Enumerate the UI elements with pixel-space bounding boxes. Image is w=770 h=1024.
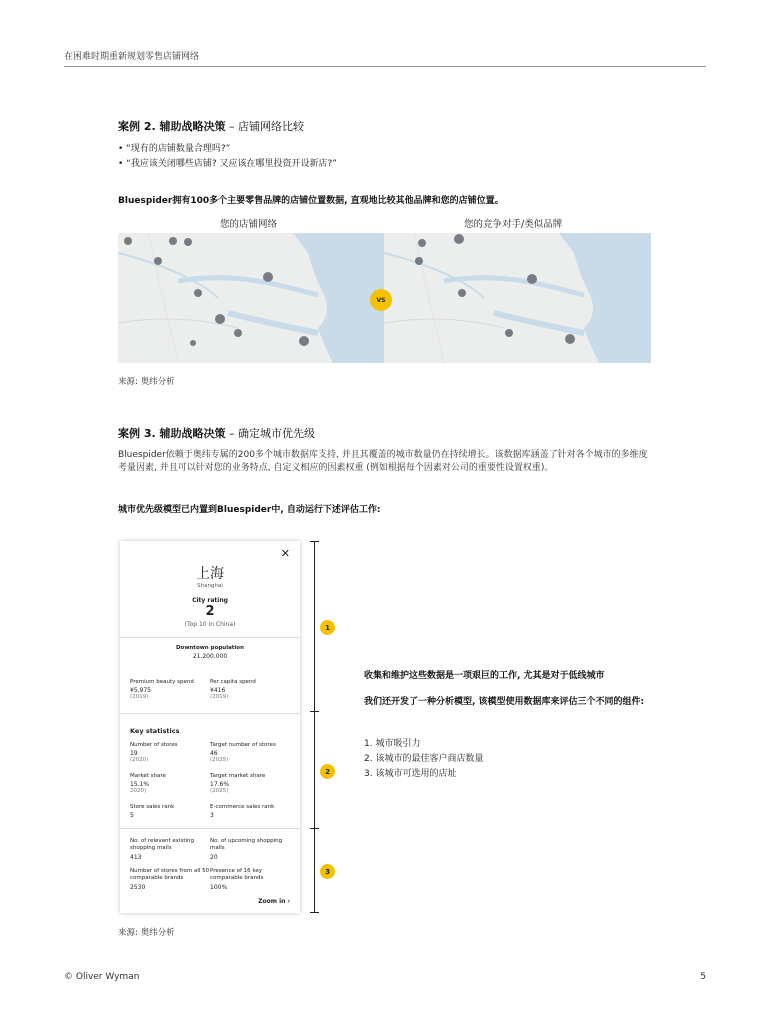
step-badge-2: 2 — [320, 764, 335, 779]
stat-number-of-stores: Number of stores 19 (2020) — [130, 742, 178, 763]
case3-source: 来源: 奥纬分析 — [118, 928, 175, 938]
step-badge-1: 1 — [320, 620, 335, 635]
step-badge-3: 3 — [320, 864, 335, 879]
competitor-network-map — [384, 233, 651, 363]
case2-bullets — [118, 142, 337, 172]
right-heading-2: 我们还开发了一种分析模型, 该模型使用数据库来评估三个不同的组件: — [364, 697, 645, 707]
list-item: 3. 该城市可选用的店址 — [364, 769, 457, 779]
stat-store-sales-rank: Store sales rank 5 — [130, 804, 175, 819]
stat-existing-malls: No. of relevant existing shopping malls 413 — [130, 838, 194, 861]
case2-source: 来源: 奥纬分析 — [118, 377, 175, 387]
stat-comparable-brand-stores: Number of stores from all 50 comparable brands 2530 — [130, 868, 210, 891]
list-item: 1. 城市吸引力 — [364, 739, 421, 749]
stat-target-market-share: Target market share 17.6% (2025) — [210, 773, 266, 794]
bracket-tick — [310, 828, 319, 829]
map-left-label: 您的店铺网络 — [220, 219, 278, 230]
panel-divider — [120, 637, 300, 638]
city-rating-note: (Top 10 in China) — [184, 621, 236, 628]
case2-title-rest: – 店铺网络比较 — [225, 120, 304, 133]
case2-title — [118, 118, 304, 134]
header-rule — [64, 66, 706, 67]
page-number: 5 — [700, 972, 706, 982]
footer-copyright: © Oliver Wyman — [64, 972, 140, 982]
city-name-en: Shanghai — [197, 583, 223, 589]
panel-divider — [120, 828, 300, 829]
population-value: 21,200,000 — [192, 653, 228, 660]
case3-title-rest: – 确定城市优先级 — [225, 427, 315, 440]
population-label: Downtown population — [175, 645, 245, 651]
bullet-item: • “现有的店铺数量合理吗?” — [118, 144, 231, 154]
city-rating-value: 2 — [205, 604, 215, 619]
stat-target-stores: Target number of stores 46 (2025) — [210, 742, 276, 763]
case2-bold-line: Bluespider拥有100多个主要零售品牌的店铺位置数据, 直观地比较其他品牌和您的店铺位置。 — [118, 196, 504, 206]
stat-ecommerce-rank: E-commerce sales rank 3 — [210, 804, 275, 819]
case3-title — [118, 425, 315, 441]
component-list — [364, 737, 483, 782]
bracket-line — [314, 541, 315, 913]
panel-divider — [120, 713, 300, 714]
stat-upcoming-malls: No. of upcoming shopping malls 20 — [210, 838, 283, 861]
stat-market-share: Market share 15.1% 2020) — [130, 773, 166, 794]
map-right-label: 您的竞争对手/类似品牌 — [464, 219, 563, 230]
zoom-in-button[interactable]: Zoom in › — [258, 898, 290, 905]
right-heading-1: 收集和维护这些数据是一项艰巨的工作, 尤其是对于低线城市 — [364, 671, 605, 681]
key-statistics-heading: Key statistics — [130, 727, 180, 735]
close-icon[interactable]: ✕ — [280, 547, 290, 560]
per-capita-spend: Per capita spend ¥416 (2019) — [210, 679, 256, 700]
case3-paragraph: Bluespider依赖于奥纬专属的200多个城市数据库支持, 并且其覆盖的城市数量仍在持续增长。该数据库涵盖了针对各个城市的多维度考量因素, 并且可以针对您的业务特点, 自定义相应的因素权重 (例如根据每个因素对公司的重要性设置权重)。 — [118, 450, 648, 473]
case3-bold-line: 城市优先级模型已内置到Bluespider中, 自动运行下述评估工作: — [118, 505, 381, 515]
stat-key-brand-presence: Presence of 16 key comparable brands 100% — [210, 868, 264, 891]
list-item: 2. 该城市的最佳客户商店数量 — [364, 754, 484, 764]
case2-title-bold: 案例 2. 辅助战略决策 — [118, 120, 226, 133]
vs-badge: VS — [370, 289, 392, 311]
bracket-tick — [310, 541, 319, 542]
bracket-tick — [310, 912, 319, 913]
city-name-cn: 上海 — [196, 566, 224, 582]
city-detail-panel — [120, 541, 300, 913]
header-title: 在困难时期重新规划零售店铺网络 — [64, 52, 200, 62]
store-network-map — [118, 233, 385, 363]
bullet-item: • “我应该关闭哪些店铺? 又应该在哪里投资开设新店?” — [118, 159, 337, 169]
beauty-spend: Premium beauty spend ¥5,975 (2019) — [130, 679, 194, 700]
city-rating-label: City rating — [192, 597, 228, 604]
case3-title-bold: 案例 3. 辅助战略决策 — [118, 427, 226, 440]
bracket-tick — [310, 711, 319, 712]
